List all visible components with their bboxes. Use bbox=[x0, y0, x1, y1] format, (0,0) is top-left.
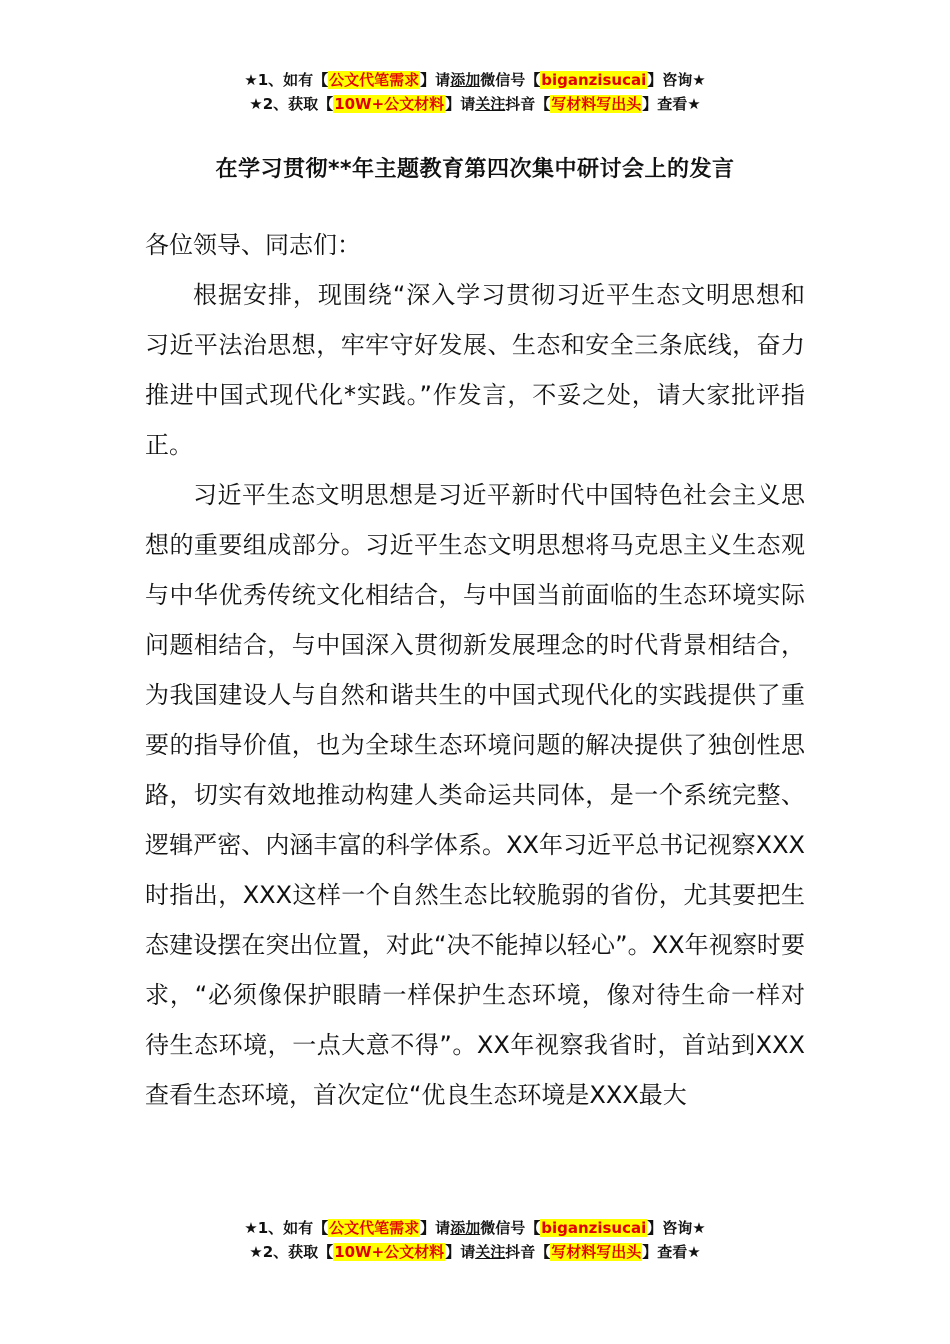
promo-text: ★1、如有【 bbox=[244, 71, 329, 89]
promo-underlined: 添加 bbox=[450, 71, 481, 89]
promo-line-2 bbox=[0, 92, 950, 116]
promo-text: 】请 bbox=[420, 71, 451, 89]
body-paragraph: 根据安排，现围绕“深入学习贯彻习近平生态文明思想和习近平法治思想，牢牢守好发展、生态和安全三条底线，奋力推进中国式现代化*实践。”作发言，不妥之处，请大家批评指正。 bbox=[145, 281, 805, 459]
promo-highlight: biganzisucai bbox=[541, 71, 647, 89]
promo-underlined: 关注 bbox=[475, 95, 506, 113]
header-promo-banner bbox=[0, 68, 950, 116]
promo-text: 】请 bbox=[445, 95, 476, 113]
promo-text: 抖音【 bbox=[505, 1243, 551, 1261]
promo-underlined: 关注 bbox=[475, 1243, 506, 1261]
promo-text: ★1、如有【 bbox=[244, 1219, 329, 1237]
promo-text: 微信号【 bbox=[480, 71, 541, 89]
promo-text: 抖音【 bbox=[505, 95, 551, 113]
promo-line-1 bbox=[0, 1216, 950, 1240]
document-body bbox=[145, 220, 805, 1120]
promo-text: 】咨询★ bbox=[647, 1219, 706, 1237]
promo-text: 】查看★ bbox=[642, 1243, 701, 1261]
salutation: 各位领导、同志们： bbox=[145, 231, 361, 259]
promo-text: ★2、获取【 bbox=[249, 1243, 334, 1261]
promo-highlight: 10W+公文材料 bbox=[334, 95, 445, 113]
promo-text: 】请 bbox=[445, 1243, 476, 1261]
promo-highlight: 公文代笔需求 bbox=[329, 71, 420, 89]
promo-highlight: 写材料写出头 bbox=[551, 1243, 642, 1261]
promo-highlight: 10W+公文材料 bbox=[334, 1243, 445, 1261]
promo-underlined: 添加 bbox=[450, 1219, 481, 1237]
promo-text: 微信号【 bbox=[480, 1219, 541, 1237]
promo-text: 】请 bbox=[420, 1219, 451, 1237]
promo-line-1 bbox=[0, 68, 950, 92]
promo-highlight: 公文代笔需求 bbox=[329, 1219, 420, 1237]
document-title: 在学习贯彻**年主题教育第四次集中研讨会上的发言 bbox=[215, 157, 735, 182]
promo-line-2 bbox=[0, 1240, 950, 1264]
footer-promo-banner bbox=[0, 1216, 950, 1264]
promo-highlight: biganzisucai bbox=[541, 1219, 647, 1237]
promo-text: 】查看★ bbox=[642, 95, 701, 113]
promo-text: 】咨询★ bbox=[647, 71, 706, 89]
body-paragraph: 习近平生态文明思想是习近平新时代中国特色社会主义思想的重要组成部分。习近平生态文明思想将马克思主义生态观与中华优秀传统文化相结合，与中国当前面临的生态环境实际问题相结合，与中国深入贯彻新发展理念的时代背景相结合，为我国建设人与自然和谐共生的中国式现代化的实践提供了重要的指导价值，也为全球生态环境问题的解决提供了独创性思路，切实有效地推动构建人类命运共同体，是一个系统完整、逻辑严密、内涵丰富的科学体系。XX年习近平总书记视察XXX时指出，XXX这样一个自然生态比较脆弱的省份，尤其要把生态建设摆在突出位置，对此“决不能掉以轻心”。XX年视察时要求，“必须像保护眼睛一样保护生态环境，像对待生命一样对待生态环境，一点大意不得”。XX年视察我省时，首站到XXX查看生态环境，首次定位“优良生态环境是XXX最大 bbox=[145, 481, 805, 1109]
promo-highlight: 写材料写出头 bbox=[551, 95, 642, 113]
promo-text: ★2、获取【 bbox=[249, 95, 334, 113]
